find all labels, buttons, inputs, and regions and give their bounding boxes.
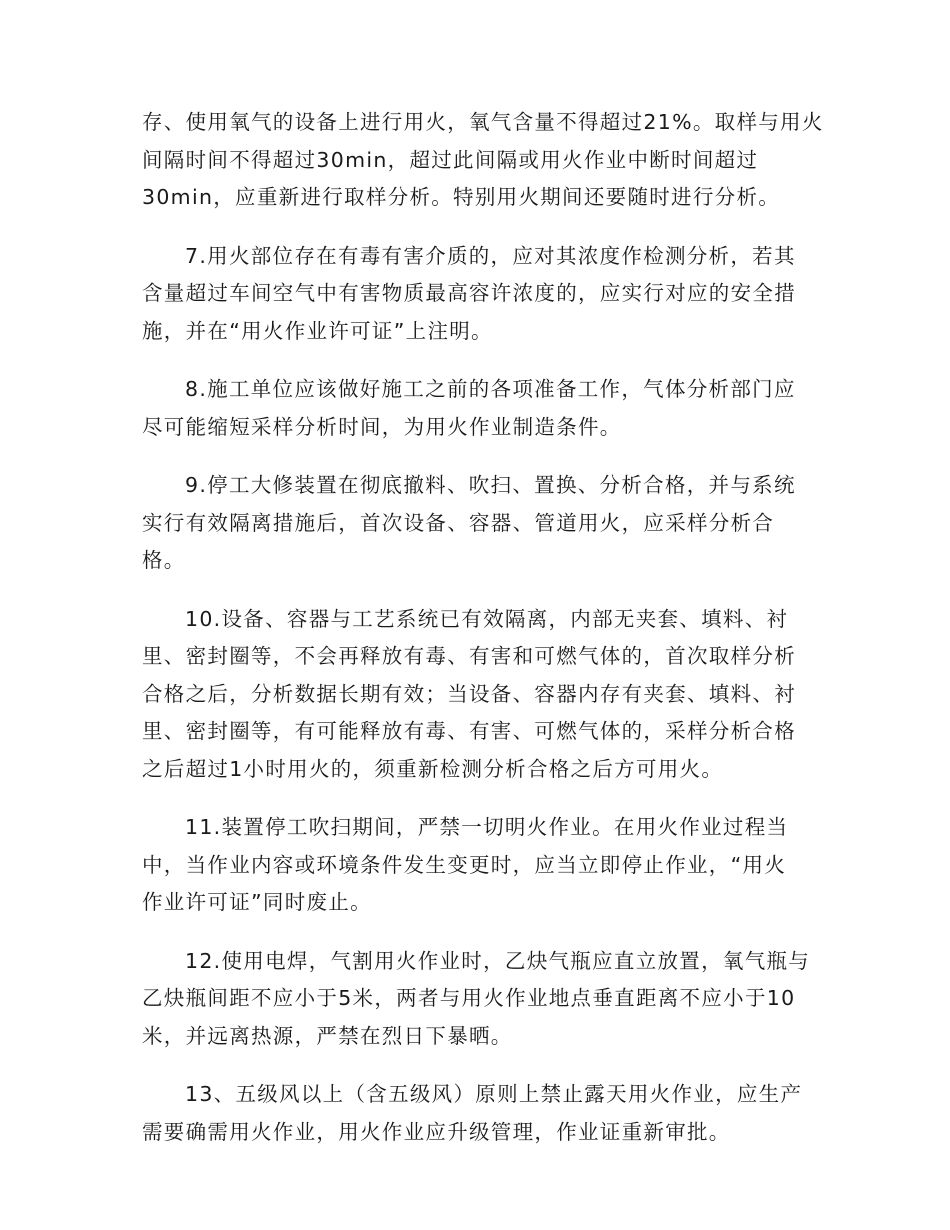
paragraph-item-10 (142, 601, 814, 789)
paragraph-item-13 (142, 1076, 814, 1151)
text-line: 格。 (142, 548, 186, 572)
text-line: 作业许可证”同时废止。 (142, 890, 372, 914)
paragraph-item-9 (142, 467, 814, 580)
text-line: 7.用火部位存在有毒有害介质的，应对其浓度作检测分析，若其 (185, 243, 796, 268)
text-line: 中，当作业内容或环境条件发生变更时，应当立即停止作业，“用火 (142, 852, 787, 877)
text-line: 里、密封圈等，有可能释放有毒、有害、可燃气体的，采样分析合格 (142, 719, 796, 743)
text-line: 11.装置停工吹扫期间，严禁一切明火作业。在用火作业过程当 (185, 815, 789, 839)
document-body (142, 104, 824, 1172)
text-line: 乙炔瓶间距不应小于5米，两者与用火作业地点垂直距离不应小于10 (142, 986, 796, 1010)
text-line: 8.施工单位应该做好施工之前的各项准备工作，气体分析部门应 (185, 377, 796, 401)
text-line: 米，并远离热源，严禁在烈日下暴晒。 (142, 1023, 513, 1048)
text-line: 9.停工大修装置在彻底撤料、吹扫、置换、分析合格，并与系统 (185, 473, 796, 497)
paragraph-item-8 (142, 371, 814, 446)
paragraph-item-12 (142, 943, 814, 1056)
text-line: 10.设备、容器与工艺系统已有效隔离，内部无夹套、填料、衬 (185, 606, 789, 631)
paragraph-item-7 (142, 238, 814, 351)
text-line: 尽可能缩短采样分析时间，为用火作业制造条件。 (142, 414, 622, 439)
text-line: 里、密封圈等，不会再释放有毒、有害和可燃气体的，首次取样分析 (142, 644, 796, 668)
paragraph-item-11 (142, 809, 814, 922)
text-line: 实行有效隔离措施后，首次设备、容器、管道用火，应采样分析合 (142, 510, 775, 535)
text-line: 之后超过1小时用火的，须重新检测分析合格之后方可用火。 (142, 756, 724, 781)
paragraph-continuation (142, 104, 824, 217)
text-line: 13、五级风以上（含五级风）原则上禁止露天用火作业，应生产 (185, 1082, 803, 1106)
text-line: 需要确需用火作业，用火作业应升级管理，作业证重新审批。 (142, 1119, 731, 1144)
text-line: 存、使用氧气的设备上进行用火，氧气含量不得超过21%。取样与用火 (142, 110, 824, 134)
text-line: 合格之后，分析数据长期有效；当设备、容器内存有夹套、填料、衬 (142, 681, 796, 706)
text-line: 施，并在“用火作业许可证”上注明。 (142, 318, 493, 343)
text-line: 含量超过车间空气中有害物质最高容许浓度的，应实行对应的安全措 (142, 281, 796, 305)
text-line: 30min，应重新进行取样分析。特别用火期间还要随时进行分析。 (142, 185, 781, 209)
text-line: 12.使用电焊，气割用火作业时，乙炔气瓶应直立放置，氧气瓶与 (185, 948, 811, 973)
text-line: 间隔时间不得超过30min，超过此间隔或用火作业中断时间超过 (142, 147, 759, 172)
